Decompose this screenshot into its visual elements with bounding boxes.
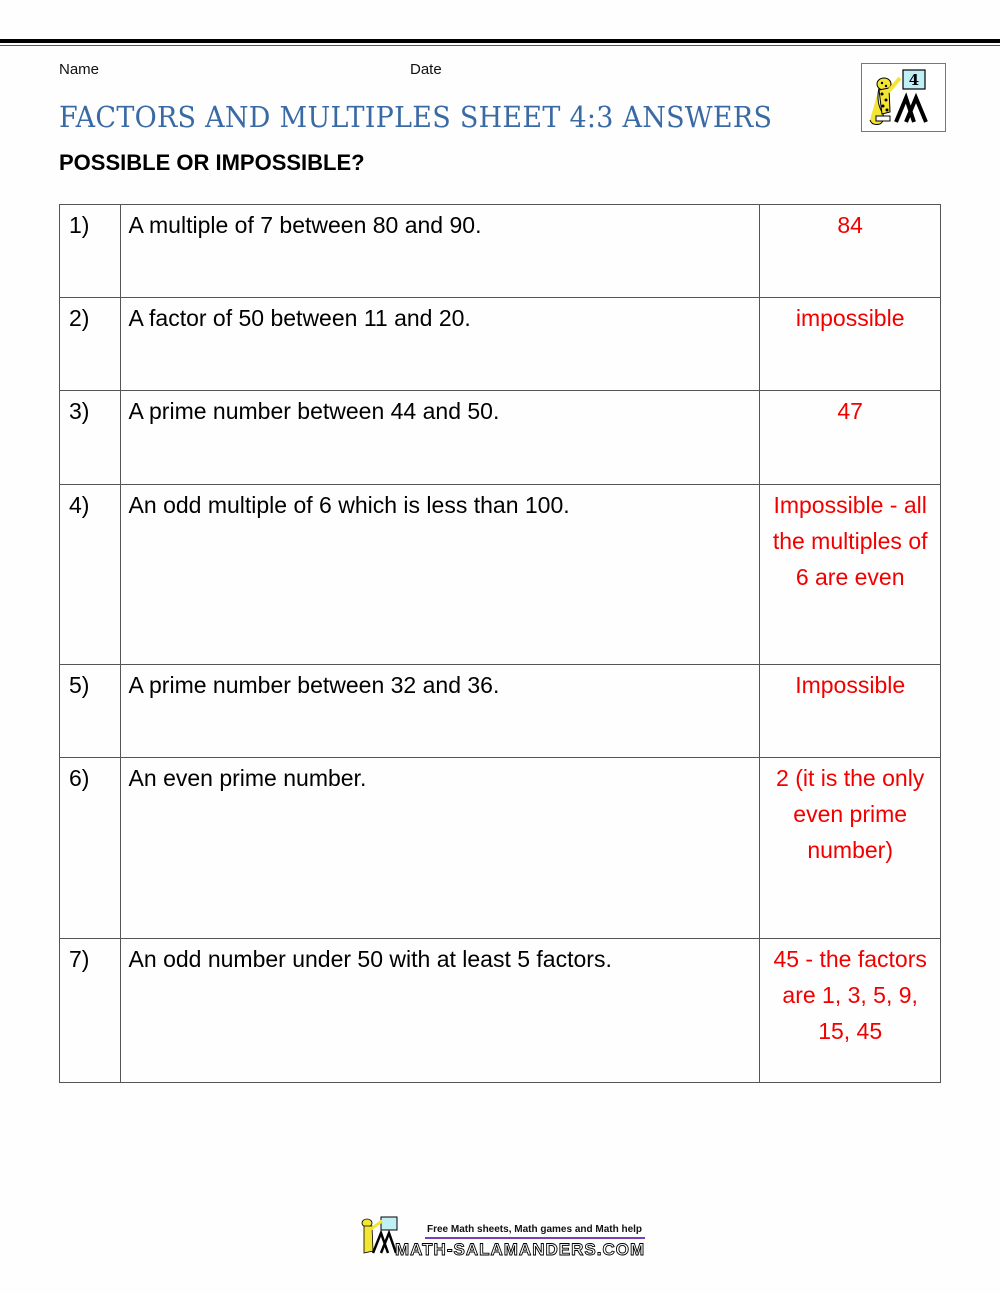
top-rule (0, 39, 1000, 43)
question-number: 3) (60, 391, 121, 485)
footer-site: MATH-SALAMANDERS.COM (395, 1240, 645, 1259)
question-number: 2) (60, 298, 121, 391)
table-row (60, 939, 941, 1083)
answer-text: Impossible (760, 665, 941, 758)
table-row (60, 391, 941, 485)
question-text: A prime number between 32 and 36. (120, 665, 760, 758)
answer-text: 84 (760, 205, 941, 298)
footer-logo (355, 1215, 645, 1265)
date-label: Date (410, 61, 442, 78)
section-subtitle: POSSIBLE OR IMPOSSIBLE? (59, 150, 365, 175)
question-text: A factor of 50 between 11 and 20. (120, 298, 760, 391)
top-rule-thin (0, 45, 1000, 46)
questions-table (59, 204, 941, 1083)
table-row (60, 298, 941, 391)
table-row (60, 758, 941, 939)
table-row (60, 205, 941, 298)
question-number: 7) (60, 939, 121, 1083)
question-text: An odd number under 50 with at least 5 factors. (120, 939, 760, 1083)
page-title: FACTORS AND MULTIPLES SHEET 4:3 ANSWERS (59, 100, 773, 134)
footer-tagline: Free Math sheets, Math games and Math help (427, 1224, 643, 1235)
logo (861, 63, 946, 132)
answer-text: 47 (760, 391, 941, 485)
question-number: 4) (60, 485, 121, 665)
answer-text: Impossible - all the multiples of 6 are even (760, 485, 941, 665)
question-text: A prime number between 44 and 50. (120, 391, 760, 485)
question-number: 6) (60, 758, 121, 939)
salamander-easel-icon (862, 64, 945, 131)
question-text: An odd multiple of 6 which is less than 100. (120, 485, 760, 665)
table-row (60, 485, 941, 665)
answer-text: 2 (it is the only even prime number) (760, 758, 941, 939)
question-text: A multiple of 7 between 80 and 90. (120, 205, 760, 298)
salamander-logo-icon (355, 1215, 645, 1265)
question-text: An even prime number. (120, 758, 760, 939)
name-label: Name (59, 61, 100, 78)
table-row (60, 665, 941, 758)
grade-number: 4 (908, 71, 920, 89)
answer-text: impossible (760, 298, 941, 391)
question-number: 1) (60, 205, 121, 298)
answer-text: 45 - the factors are 1, 3, 5, 9, 15, 45 (760, 939, 941, 1083)
question-number: 5) (60, 665, 121, 758)
